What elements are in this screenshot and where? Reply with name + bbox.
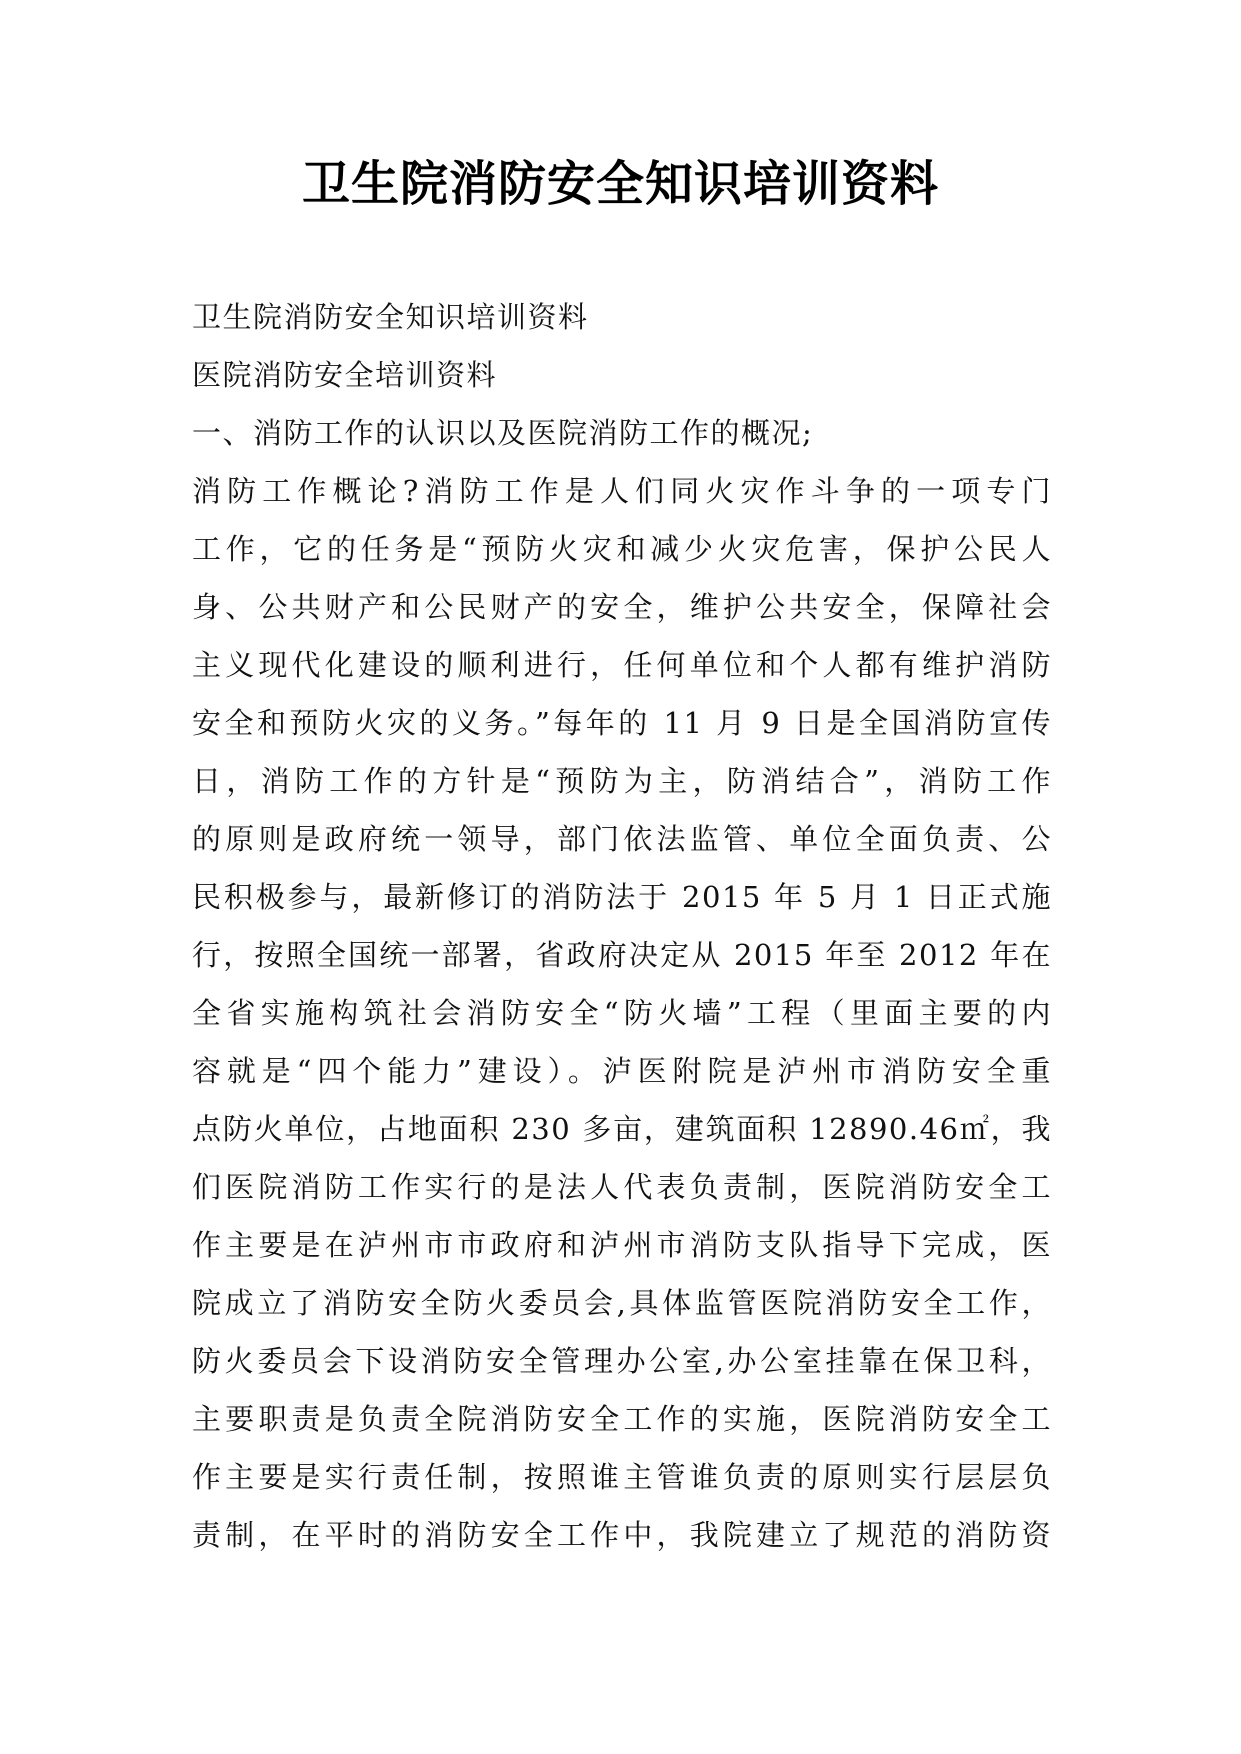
paragraph-line: 民积极参与，最新修订的消防法于 2015 年 5 月 1 日正式施 (192, 880, 1052, 914)
paragraph-line: 容就是“四个能力”建设）。泸医附院是泸州市消防安全重 (192, 1054, 1052, 1088)
paragraph-line: 日，消防工作的方针是“预防为主，防消结合”，消防工作 (192, 764, 1052, 798)
paragraph-line: 点防火单位，占地面积 230 多亩，建筑面积 12890.46㎡，我 (192, 1112, 1052, 1146)
paragraph-line: 主要职责是负责全院消防安全工作的实施，医院消防安全工 (192, 1402, 1052, 1436)
subtitle-line: 卫生院消防安全知识培训资料 (192, 300, 589, 334)
paragraph-line: 消防工作概论?消防工作是人们同火灾作斗争的一项专门 (192, 474, 1052, 508)
paragraph-line: 们医院消防工作实行的是法人代表负责制，医院消防安全工 (192, 1170, 1052, 1204)
paragraph-line: 全省实施构筑社会消防安全“防火墙”工程（里面主要的内 (192, 996, 1052, 1030)
paragraph-line: 作主要是在泸州市市政府和泸州市消防支队指导下完成，医 (192, 1228, 1052, 1262)
heading-block (192, 288, 1052, 462)
body-paragraph (192, 462, 1052, 1564)
section-heading: 一、消防工作的认识以及医院消防工作的概况; (192, 416, 814, 450)
paragraph-line: 的原则是政府统一领导，部门依法监管、单位全面负责、公 (192, 822, 1052, 856)
paragraph-line: 安全和预防火灾的义务。”每年的 11 月 9 日是全国消防宣传 (192, 706, 1052, 740)
document-title: 卫生院消防安全知识培训资料 (301, 156, 939, 212)
paragraph-line: 院成立了消防安全防火委员会,具体监管医院消防安全工作， (192, 1286, 1052, 1320)
document-body (192, 288, 1052, 1564)
paragraph-line: 行，按照全国统一部署，省政府决定从 2015 年至 2012 年在 (192, 938, 1052, 972)
paragraph-line: 防火委员会下设消防安全管理办公室,办公室挂靠在保卫科， (192, 1344, 1052, 1378)
paragraph-line: 主义现代化建设的顺利进行，任何单位和个人都有维护消防 (192, 648, 1052, 682)
paragraph-line: 工作，它的任务是“预防火灾和减少火灾危害，保护公民人 (192, 532, 1052, 566)
paragraph-line: 作主要是实行责任制，按照谁主管谁负责的原则实行层层负 (192, 1460, 1052, 1494)
subtitle-line: 医院消防安全培训资料 (192, 358, 498, 392)
paragraph-line: 身、公共财产和公民财产的安全，维护公共安全，保障社会 (192, 590, 1052, 624)
paragraph-line: 责制，在平时的消防安全工作中，我院建立了规范的消防资 (192, 1518, 1052, 1552)
